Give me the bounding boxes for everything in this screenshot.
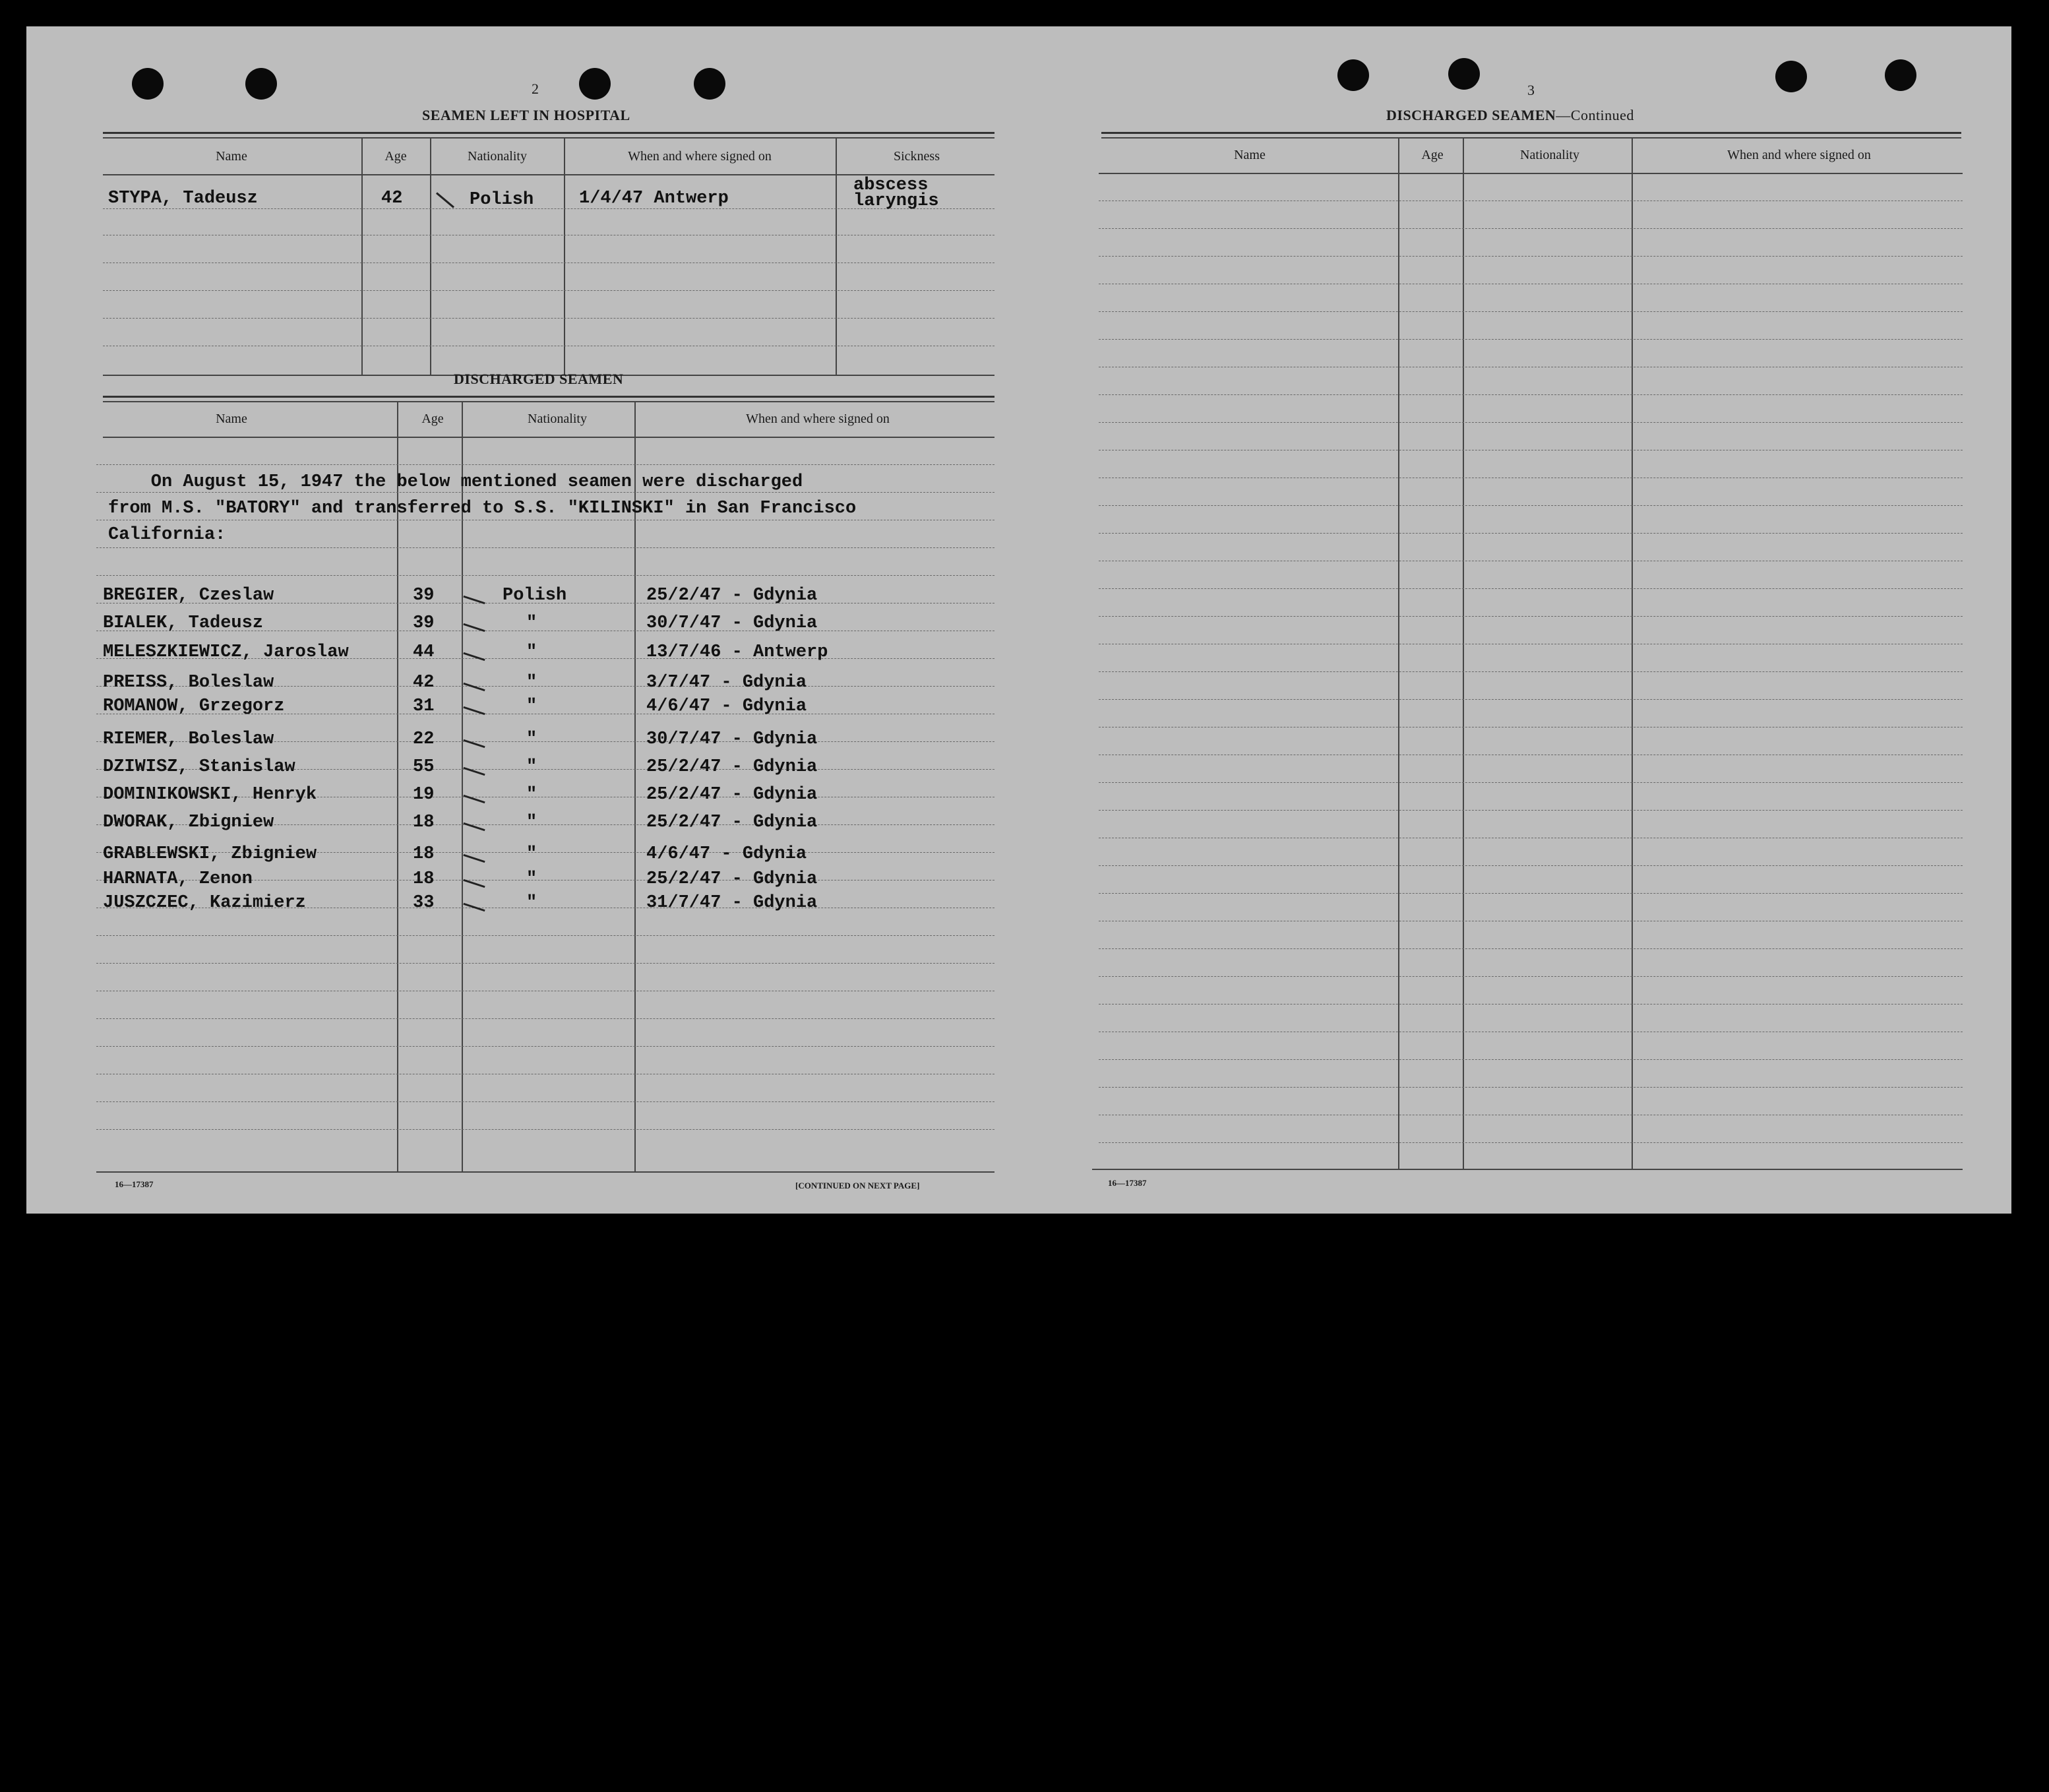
check-mark [436,192,454,208]
check-mark [463,767,485,776]
row-line [1099,228,1963,229]
column-divider [361,137,363,376]
col-header-nationality: Nationality [528,412,587,426]
check-mark [463,739,485,748]
seaman-signed-on: 25/2/47 - Gdynia [646,785,818,805]
seaman-signed-on: 13/7/46 - Antwerp [646,642,828,662]
hospital-nationality: Polish [470,190,534,210]
right-page [1016,26,2011,1214]
seaman-signed-on: 30/7/47 - Gdynia [646,613,818,633]
table-top-rule [103,132,994,134]
seaman-signed-on: 30/7/47 - Gdynia [646,729,818,749]
col-header-nationality: Nationality [1520,148,1579,162]
col-header-name: Name [216,149,247,164]
col-header-signed-on: When and where signed on [746,412,890,426]
hospital-name: STYPA, Tadeusz [108,189,258,208]
column-divider [430,137,431,376]
row-line [96,1018,994,1019]
seaman-name: BIALEK, Tadeusz [103,613,264,633]
heading-main: DISCHARGED SEAMEN [1386,107,1556,123]
seaman-signed-on: 4/6/47 - Gdynia [646,696,807,716]
check-mark [463,795,485,803]
row-line [96,492,994,493]
seaman-nationality: " [526,785,537,805]
check-mark [463,854,485,863]
column-divider [1632,137,1633,1170]
discharged-heading: DISCHARGED SEAMEN [454,371,624,387]
seaman-name: PREISS, Boleslaw [103,673,274,693]
seaman-name: MELESZKIEWICZ, Jaroslaw [103,642,349,662]
hospital-sickness: abscess [853,175,929,195]
seaman-name: DWORAK, Zbigniew [103,813,274,832]
seaman-name: DOMINIKOWSKI, Henryk [103,785,317,805]
column-divider [836,137,837,376]
row-line [1099,422,1963,423]
check-mark [463,652,485,661]
seaman-name: ROMANOW, Grzegorz [103,696,285,716]
col-header-name: Name [216,412,247,426]
col-header-sickness: Sickness [894,149,940,164]
col-header-age: Age [1421,148,1444,162]
seaman-name: RIEMER, Boleslaw [103,729,274,749]
seaman-nationality: " [526,729,537,749]
punch-hole [694,68,725,100]
seaman-age: 39 [413,613,435,633]
table-top-rule [1101,137,1961,139]
seaman-name: GRABLEWSKI, Zbigniew [103,844,317,864]
seaman-age: 33 [413,893,435,913]
header-rule [1099,173,1963,174]
seaman-name: DZIWISZ, Stanislaw [103,757,295,777]
page-number: 2 [532,80,539,97]
seaman-signed-on: 25/2/47 - Gdynia [646,869,818,889]
seaman-age: 44 [413,642,435,662]
hospital-heading: SEAMEN LEFT IN HOSPITAL [422,107,630,123]
table-top-rule [103,137,994,139]
form-number: 16—17387 [115,1179,154,1189]
column-divider [1398,137,1399,1170]
seaman-signed-on: 3/7/47 - Gdynia [646,673,807,693]
seaman-age: 31 [413,696,435,716]
row-line [96,1046,994,1047]
punch-hole [1448,58,1480,90]
col-header-age: Age [421,412,444,426]
left-page [26,26,1016,1214]
row-line [103,290,994,291]
col-header-signed-on: When and where signed on [628,149,772,164]
seaman-nationality: " [526,642,537,662]
discharge-note: California: [108,525,226,545]
seaman-age: 19 [413,785,435,805]
row-line [1099,256,1963,257]
seaman-nationality: " [526,844,537,864]
punch-hole [1885,59,1916,91]
seaman-nationality: " [526,757,537,777]
continued-note: [CONTINUED ON NEXT PAGE] [795,1181,920,1190]
table-top-rule [103,396,994,398]
punch-hole [1337,59,1369,91]
form-number: 16—17387 [1108,1178,1147,1188]
row-line [1099,533,1963,534]
row-line [1099,810,1963,811]
seaman-age: 42 [413,673,435,693]
col-header-signed-on: When and where signed on [1727,148,1871,162]
seaman-age: 18 [413,844,435,864]
column-divider [1463,137,1464,1170]
hospital-signed-on: 1/4/47 Antwerp [579,189,729,208]
punch-hole [1775,61,1807,92]
seaman-signed-on: 31/7/47 - Gdynia [646,893,818,913]
row-line [103,318,994,319]
column-divider [564,137,565,376]
seaman-nationality: " [526,696,537,716]
row-line [96,1101,994,1102]
row-line [1099,671,1963,672]
row-line [1099,588,1963,589]
row-line [1099,948,1963,949]
row-line [1099,394,1963,395]
seaman-nationality: " [526,613,537,633]
row-line [1099,865,1963,866]
check-mark [463,683,485,691]
seaman-nationality: " [526,893,537,913]
seaman-name: HARNATA, Zenon [103,869,253,889]
seaman-age: 39 [413,586,435,605]
discharge-note: from M.S. "BATORY" and transferred to S.S. "KILINSKI" in San Francisco [108,499,857,518]
seaman-age: 18 [413,813,435,832]
seaman-age: 22 [413,729,435,749]
seaman-signed-on: 25/2/47 - Gdynia [646,813,818,832]
seaman-signed-on: 4/6/47 - Gdynia [646,844,807,864]
table-bottom-rule [96,1171,994,1173]
row-line [1099,782,1963,783]
col-header-name: Name [1234,148,1266,162]
header-rule [103,437,994,438]
seaman-nationality: Polish [503,586,567,605]
hospital-sickness: laryngis [853,191,939,211]
row-line [1099,1059,1963,1060]
punch-hole [245,68,277,100]
seaman-age: 18 [413,869,435,889]
table-top-rule [1101,132,1961,134]
row-line [1099,616,1963,617]
row-line [1099,976,1963,977]
seaman-name: BREGIER, Czeslaw [103,586,274,605]
punch-hole [132,68,164,100]
row-line [96,963,994,964]
page-number: 3 [1527,82,1535,98]
col-header-nationality: Nationality [468,149,527,164]
row-line [96,575,994,576]
seaman-signed-on: 25/2/47 - Gdynia [646,757,818,777]
row-line [1099,1087,1963,1088]
table-bottom-rule [1092,1169,1963,1170]
row-line [1099,893,1963,894]
row-line [1099,1142,1963,1143]
row-line [1099,505,1963,506]
row-line [96,935,994,936]
discharge-note: On August 15, 1947 the below mentioned seamen were discharged [108,472,803,492]
seaman-nationality: " [526,673,537,693]
row-line [96,547,994,548]
row-line [1099,699,1963,700]
row-line [1099,339,1963,340]
row-line [96,464,994,465]
row-line [96,1129,994,1130]
seaman-nationality: " [526,813,537,832]
discharged-continued-heading [1386,107,1634,124]
table-top-rule [103,401,994,402]
seaman-age: 55 [413,757,435,777]
col-header-age: Age [384,149,407,164]
document-sheet [26,26,2011,1214]
heading-cont: —Continued [1556,107,1634,123]
check-mark [463,822,485,831]
punch-hole [579,68,611,100]
row-line [1099,311,1963,312]
seaman-nationality: " [526,869,537,889]
hospital-age: 42 [381,189,403,208]
seaman-signed-on: 25/2/47 - Gdynia [646,586,818,605]
seaman-name: JUSZCZEC, Kazimierz [103,893,306,913]
